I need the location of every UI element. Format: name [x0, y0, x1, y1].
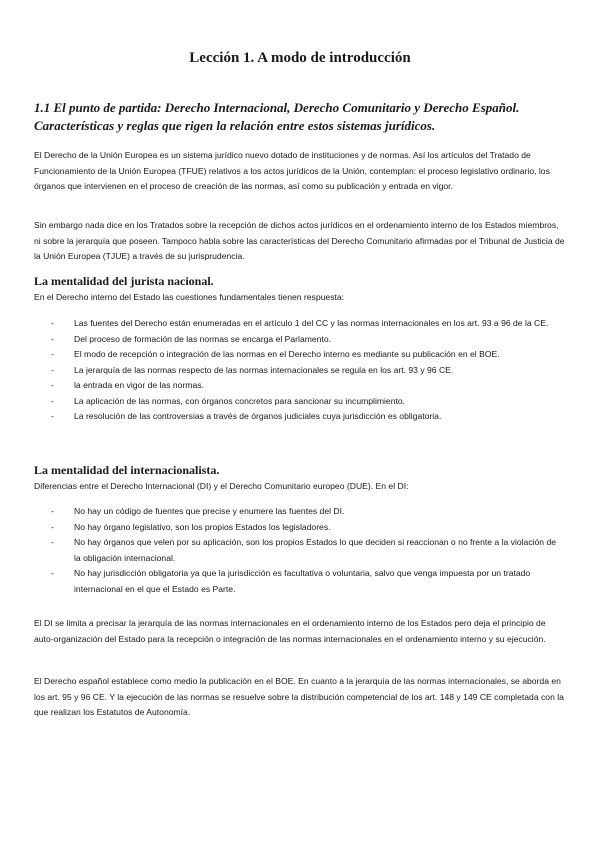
dash-bullet: -	[51, 395, 54, 406]
list-item	[34, 347, 564, 363]
heading-national-jurist: La mentalidad del jurista nacional.	[34, 274, 214, 288]
paragraph-di-limits	[34, 616, 566, 647]
list-item	[34, 409, 564, 425]
list-item-text: No hay jurisdicción obligatoria ya que la jurisdicción es facultativa o voluntaria, salvo que venga impuesta por un tratado internacional en el que el Estado es Parte.	[74, 568, 531, 594]
section-heading: 1.1 El punto de partida: Derecho Internacional, Derecho Comunitario y Derecho Español. Características y reglas que rigen la relación entre estos sistemas jurídicos.	[34, 100, 520, 133]
paragraph-spanish-law	[34, 674, 566, 721]
list-item	[34, 316, 564, 332]
paragraph: El Derecho español establece como medio la publicación en el BOE. En cuanto a la jerarquía de las normas internacionales, se aborda en los art. 95 y 96 CE. Y la ejecución de las normas se resuelve sobre la distribución competencial de los art. 148 y 149 CE completada con la que realizan los Estatutos de Autonomía.	[34, 676, 564, 717]
list-item	[34, 535, 564, 566]
national-list	[34, 316, 564, 425]
dash-bullet: -	[51, 318, 54, 328]
national-intro: En el Derecho interno del Estado las cuestiones fundamentales tienen respuesta:	[34, 292, 345, 302]
list-item-text: El modo de recepción o integración de las normas en el Derecho interno es mediante su publicación en el BOE.	[74, 349, 500, 359]
list-item-text: la entrada en vigor de las normas.	[74, 380, 204, 390]
list-item-text: La jerarquía de las normas respecto de las normas internacionales se regula en los art. 93 y 96 CE.	[74, 364, 454, 375]
dash-bullet: -	[51, 349, 54, 359]
list-item	[34, 566, 564, 597]
list-item-text: No hay un código de fuentes que precise y enumere las fuentes del DI.	[74, 506, 345, 516]
paragraph: Sin embargo nada dice en los Tratados sobre la recepción de dichos actos jurídicos en el ordenamiento interno de los Estados miembros, ni sobre la jerarquía que poseen. Tampoco habla sobre las características del Derecho Comunitario afirmadas por el Tribunal de Justicia de la Unión Europea (TJUE) a través de su jurisprudencia.	[34, 220, 565, 261]
list-item	[34, 363, 564, 379]
list-item-text: La aplicación de las normas, con órganos concretos para sancionar su incumplimiento.	[74, 395, 406, 406]
paragraph: El DI se limita a precisar la jerarquía de las normas internacionales en el ordenamiento interno de los Estados pero deja el principio de auto-organización del Estado para la recepción o integración de las normas internacionales en el ordenamiento interno y su ejecución.	[34, 618, 546, 644]
heading-internationalist: La mentalidad del internacionalista.	[34, 463, 220, 477]
list-item-text: Del proceso de formación de las normas se encarga el Parlamento.	[74, 333, 331, 344]
list-item-text: Las fuentes del Derecho están enumeradas en el artículo 1 del CC y las normas internacionales en los art. 93 a 96 de la CE.	[74, 318, 549, 328]
list-item-text: No hay órganos que velen por su aplicación, son los propios Estados lo que deciden si reaccionan o no frente a la violación de la obligación internacional.	[74, 537, 557, 563]
dash-bullet: -	[51, 333, 54, 344]
list-item	[34, 332, 564, 348]
paragraph-intro	[34, 148, 566, 195]
dash-bullet: -	[51, 411, 54, 421]
dash-bullet: -	[51, 537, 54, 547]
dash-bullet: -	[51, 364, 54, 375]
dash-bullet: -	[51, 506, 54, 516]
paragraph-treaties	[34, 218, 566, 265]
paragraph: El Derecho de la Unión Europea es un sistema jurídico nuevo dotado de instituciones y de normas. Así los artículos del Tratado de Funcionamiento de la Unión Europea (TFUE) relativos a los actos jurídicos de la Unión, contemplan: el proceso legislativo ordinario, los órganos que intervienen en el proceso de creación de las normas, así como su publicación y entrada en vigor.	[34, 150, 550, 191]
list-item	[34, 394, 564, 410]
list-item	[34, 504, 564, 520]
dash-bullet: -	[51, 568, 54, 578]
international-list	[34, 504, 564, 597]
list-item	[34, 378, 564, 394]
list-item-text: No hay órgano legislativo, son los propios Estados los legisladores.	[74, 521, 331, 532]
international-intro: Diferencias entre el Derecho Internacional (DI) y el Derecho Comunitario europeo (DUE). En el DI:	[34, 481, 409, 491]
list-item-text: La resolución de las controversias a través de órganos judiciales cuya jurisdicción es obligatoria.	[74, 411, 442, 421]
dash-bullet: -	[51, 380, 54, 390]
dash-bullet: -	[51, 521, 54, 532]
page-title: Lección 1. A modo de introducción	[189, 50, 411, 66]
list-item	[34, 520, 564, 536]
